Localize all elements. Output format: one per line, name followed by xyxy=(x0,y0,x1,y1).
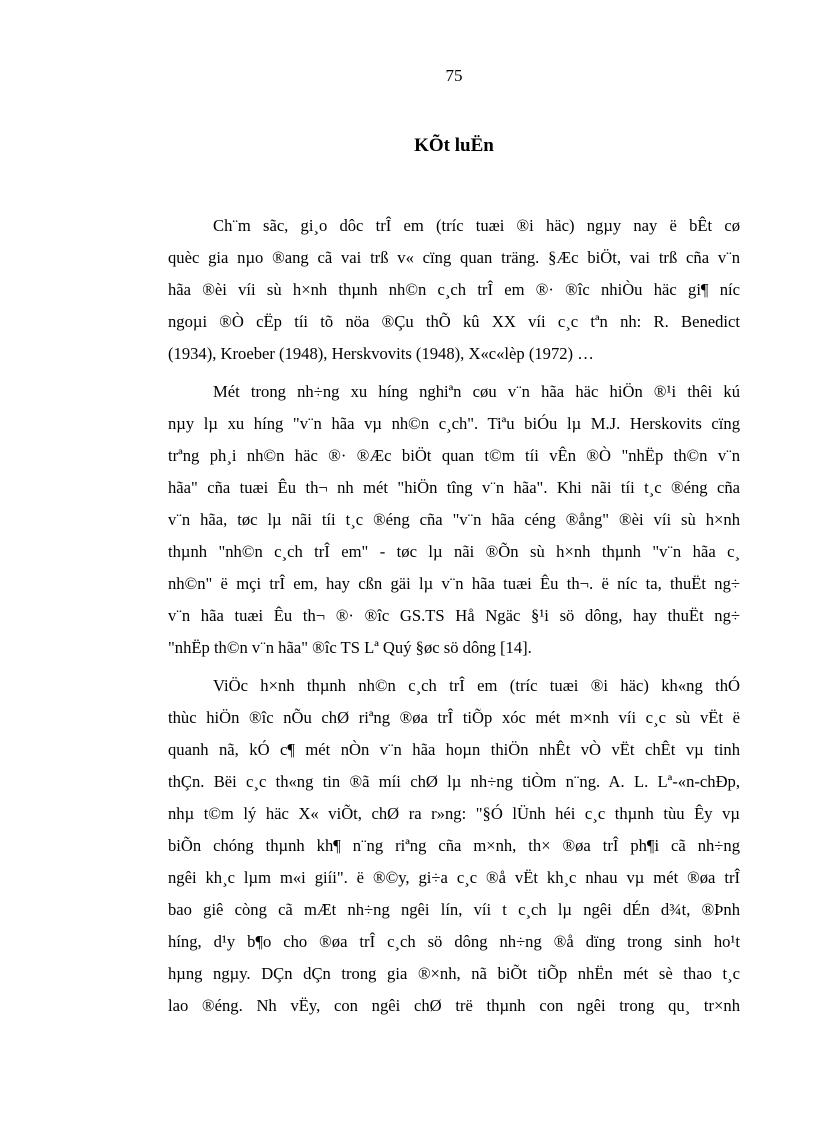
section-title: KÕt luËn xyxy=(414,135,494,156)
text-line: quanh nã, kÓ c¶ mét nÒn v¨n hãa hoµn thiÖn nhÊt vÒ vËt chÊt vµ tinh xyxy=(168,740,740,759)
document-body xyxy=(168,210,740,1028)
text-line: "nhËp th©n v¨n hãa" ®îc TS Lª Quý §øc sö dông [14]. xyxy=(168,638,532,657)
page-number: 75 xyxy=(445,66,463,85)
text-line: Mét trong nh÷ng xu híng nghiªn cøu v¨n hãa häc hiÖn ®¹i thêi kú xyxy=(213,382,740,401)
text-line: v¨n hãa tuæi Êu th¬ ®· ®îc GS.TS Hå Ngäc §¹i sö dông, hay thuËt ng÷ xyxy=(168,606,740,625)
text-line: nµy lµ xu híng "v¨n hãa vµ nh©n c¸ch". Tiªu biÓu lµ M.J. Herskovits cïng xyxy=(168,414,740,433)
text-line: thùc hiÖn ®îc nÕu chØ riªng ®øa trÎ tiÕp xóc mét m×nh víi c¸c sù vËt ë xyxy=(168,708,740,727)
paragraph-3 xyxy=(168,670,740,1022)
text-line: ViÖc h×nh thµnh nh©n c¸ch trÎ em (tríc tuæi ®i häc) kh«ng thÓ xyxy=(213,676,740,695)
text-line: biÕn chóng thµnh kh¶ n¨ng riªng cña m×nh, th× ®øa trÎ ph¶i cã nh÷ng xyxy=(168,836,740,855)
text-line: hµng ngµy. DÇn dÇn trong gia ®×nh, nã biÕt tiÕp nhËn mét sè thao t¸c xyxy=(168,964,740,983)
text-line: thÇn. Bëi c¸c th«ng tin ®ã míi chØ lµ nh÷ng tiÒm n¨ng. A. L. Lª-«n-chÐp, xyxy=(168,772,740,791)
text-line: bao giê còng cã mÆt nh÷ng ngêi lín, víi t c¸ch lµ ngêi dÉn d¾t, ®Þnh xyxy=(168,900,740,919)
text-line: lao ®éng. Nh vËy, con ngêi chØ trë thµnh con ngêi trong qu¸ tr×nh xyxy=(168,996,740,1015)
text-line: v¨n hãa, tøc lµ nãi tíi t¸c ®éng cña "v¨n hãa céng ®ång" ®èi víi sù h×nh xyxy=(168,510,740,529)
text-line: híng, d¹y b¶o cho ®øa trÎ c¸ch sö dông nh÷ng ®å dïng trong sinh ho¹t xyxy=(168,932,740,951)
text-line: quèc gia nµo ®ang cã vai trß v« cïng quan träng. §Æc biÖt, vai trß cña v¨n xyxy=(168,248,740,267)
text-line: thµnh "nh©n c¸ch trÎ em" - tøc lµ nãi ®Õn sù h×nh thµnh "v¨n hãa c¸ xyxy=(168,542,740,561)
text-line: ngoµi ®Ò cËp tíi tõ nöa ®Çu thÕ kû XX víi c¸c tªn nh: R. Benedict xyxy=(168,312,740,331)
text-line: hãa" cña tuæi Êu th¬ nh mét "hiÖn tîng v¨n hãa". Khi nãi tíi t¸c ®éng cña xyxy=(168,478,740,497)
text-line: Ch¨m sãc, gi¸o dôc trÎ em (tríc tuæi ®i häc) ngµy nay ë bÊt cø xyxy=(213,216,740,235)
paragraph-2 xyxy=(168,376,740,664)
text-line: (1934), Kroeber (1948), Herskvovits (1948), X«c«lèp (1972) … xyxy=(168,344,594,363)
text-line: nhµ t©m lý häc X« viÕt, chØ ra r»ng: "§Ó lÜnh héi c¸c thµnh tùu Êy vµ xyxy=(168,804,740,823)
text-line: ngêi kh¸c lµm m«i giíi". ë ®©y, gi÷a c¸c ®å vËt kh¸c nhau vµ mét ®øa trÎ xyxy=(168,868,740,887)
text-line: hãa ®èi víi sù h×nh thµnh nh©n c¸ch trÎ em ®· ®îc nhiÒu häc gi¶ níc xyxy=(168,280,740,299)
text-line: trªng ph¸i nh©n häc ®· ®Æc biÖt quan t©m tíi vÊn ®Ò "nhËp th©n v¨n xyxy=(168,446,740,465)
paragraph-1 xyxy=(168,210,740,370)
text-line: nh©n" ë mçi trÎ em, hay cßn gäi lµ v¨n hãa tuæi Êu th¬. ë níc ta, thuËt ng÷ xyxy=(168,574,740,593)
